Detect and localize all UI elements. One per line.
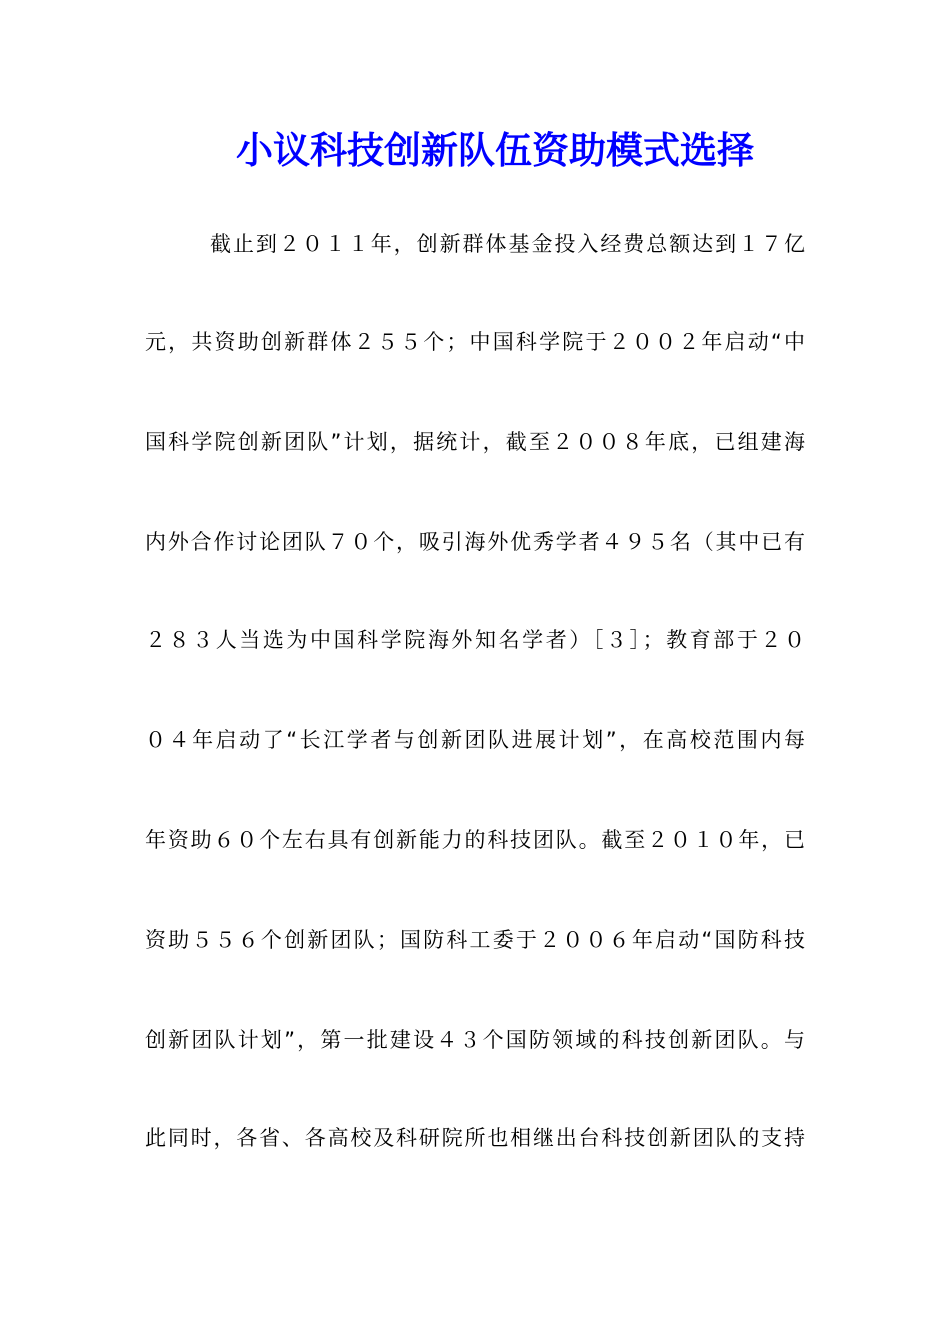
body-line-8: 资助５５６个创新团队；国防科工委于２００６年启动“国防科技 [145,928,805,952]
body-line-10: 此同时，各省、各高校及科研院所也相继出台科技创新团队的支持 [145,1126,805,1150]
body-line-2: 元，共资助创新群体２５５个；中国科学院于２００２年启动“中 [145,330,805,354]
document-title: 小议科技创新队伍资助模式选择 [236,128,754,172]
body-line-1: 截止到２０１１年，创新群体基金投入经费总额达到１７亿 [210,232,805,256]
body-line-6: ０４年启动了“长江学者与创新团队进展计划”，在高校范围内每 [145,728,805,752]
body-line-9: 创新团队计划”，第一批建设４３个国防领域的科技创新团队。与 [145,1028,805,1052]
body-line-7: 年资助６０个左右具有创新能力的科技团队。截至２０１０年，已 [145,828,805,852]
body-line-3: 国科学院创新团队”计划，据统计，截至２００８年底，已组建海 [145,430,805,454]
body-line-4: 内外合作讨论团队７０个，吸引海外优秀学者４９５名（其中已有 [145,530,805,554]
body-line-5: ２８３人当选为中国科学院海外知名学者）［３］；教育部于２０ [145,628,805,652]
